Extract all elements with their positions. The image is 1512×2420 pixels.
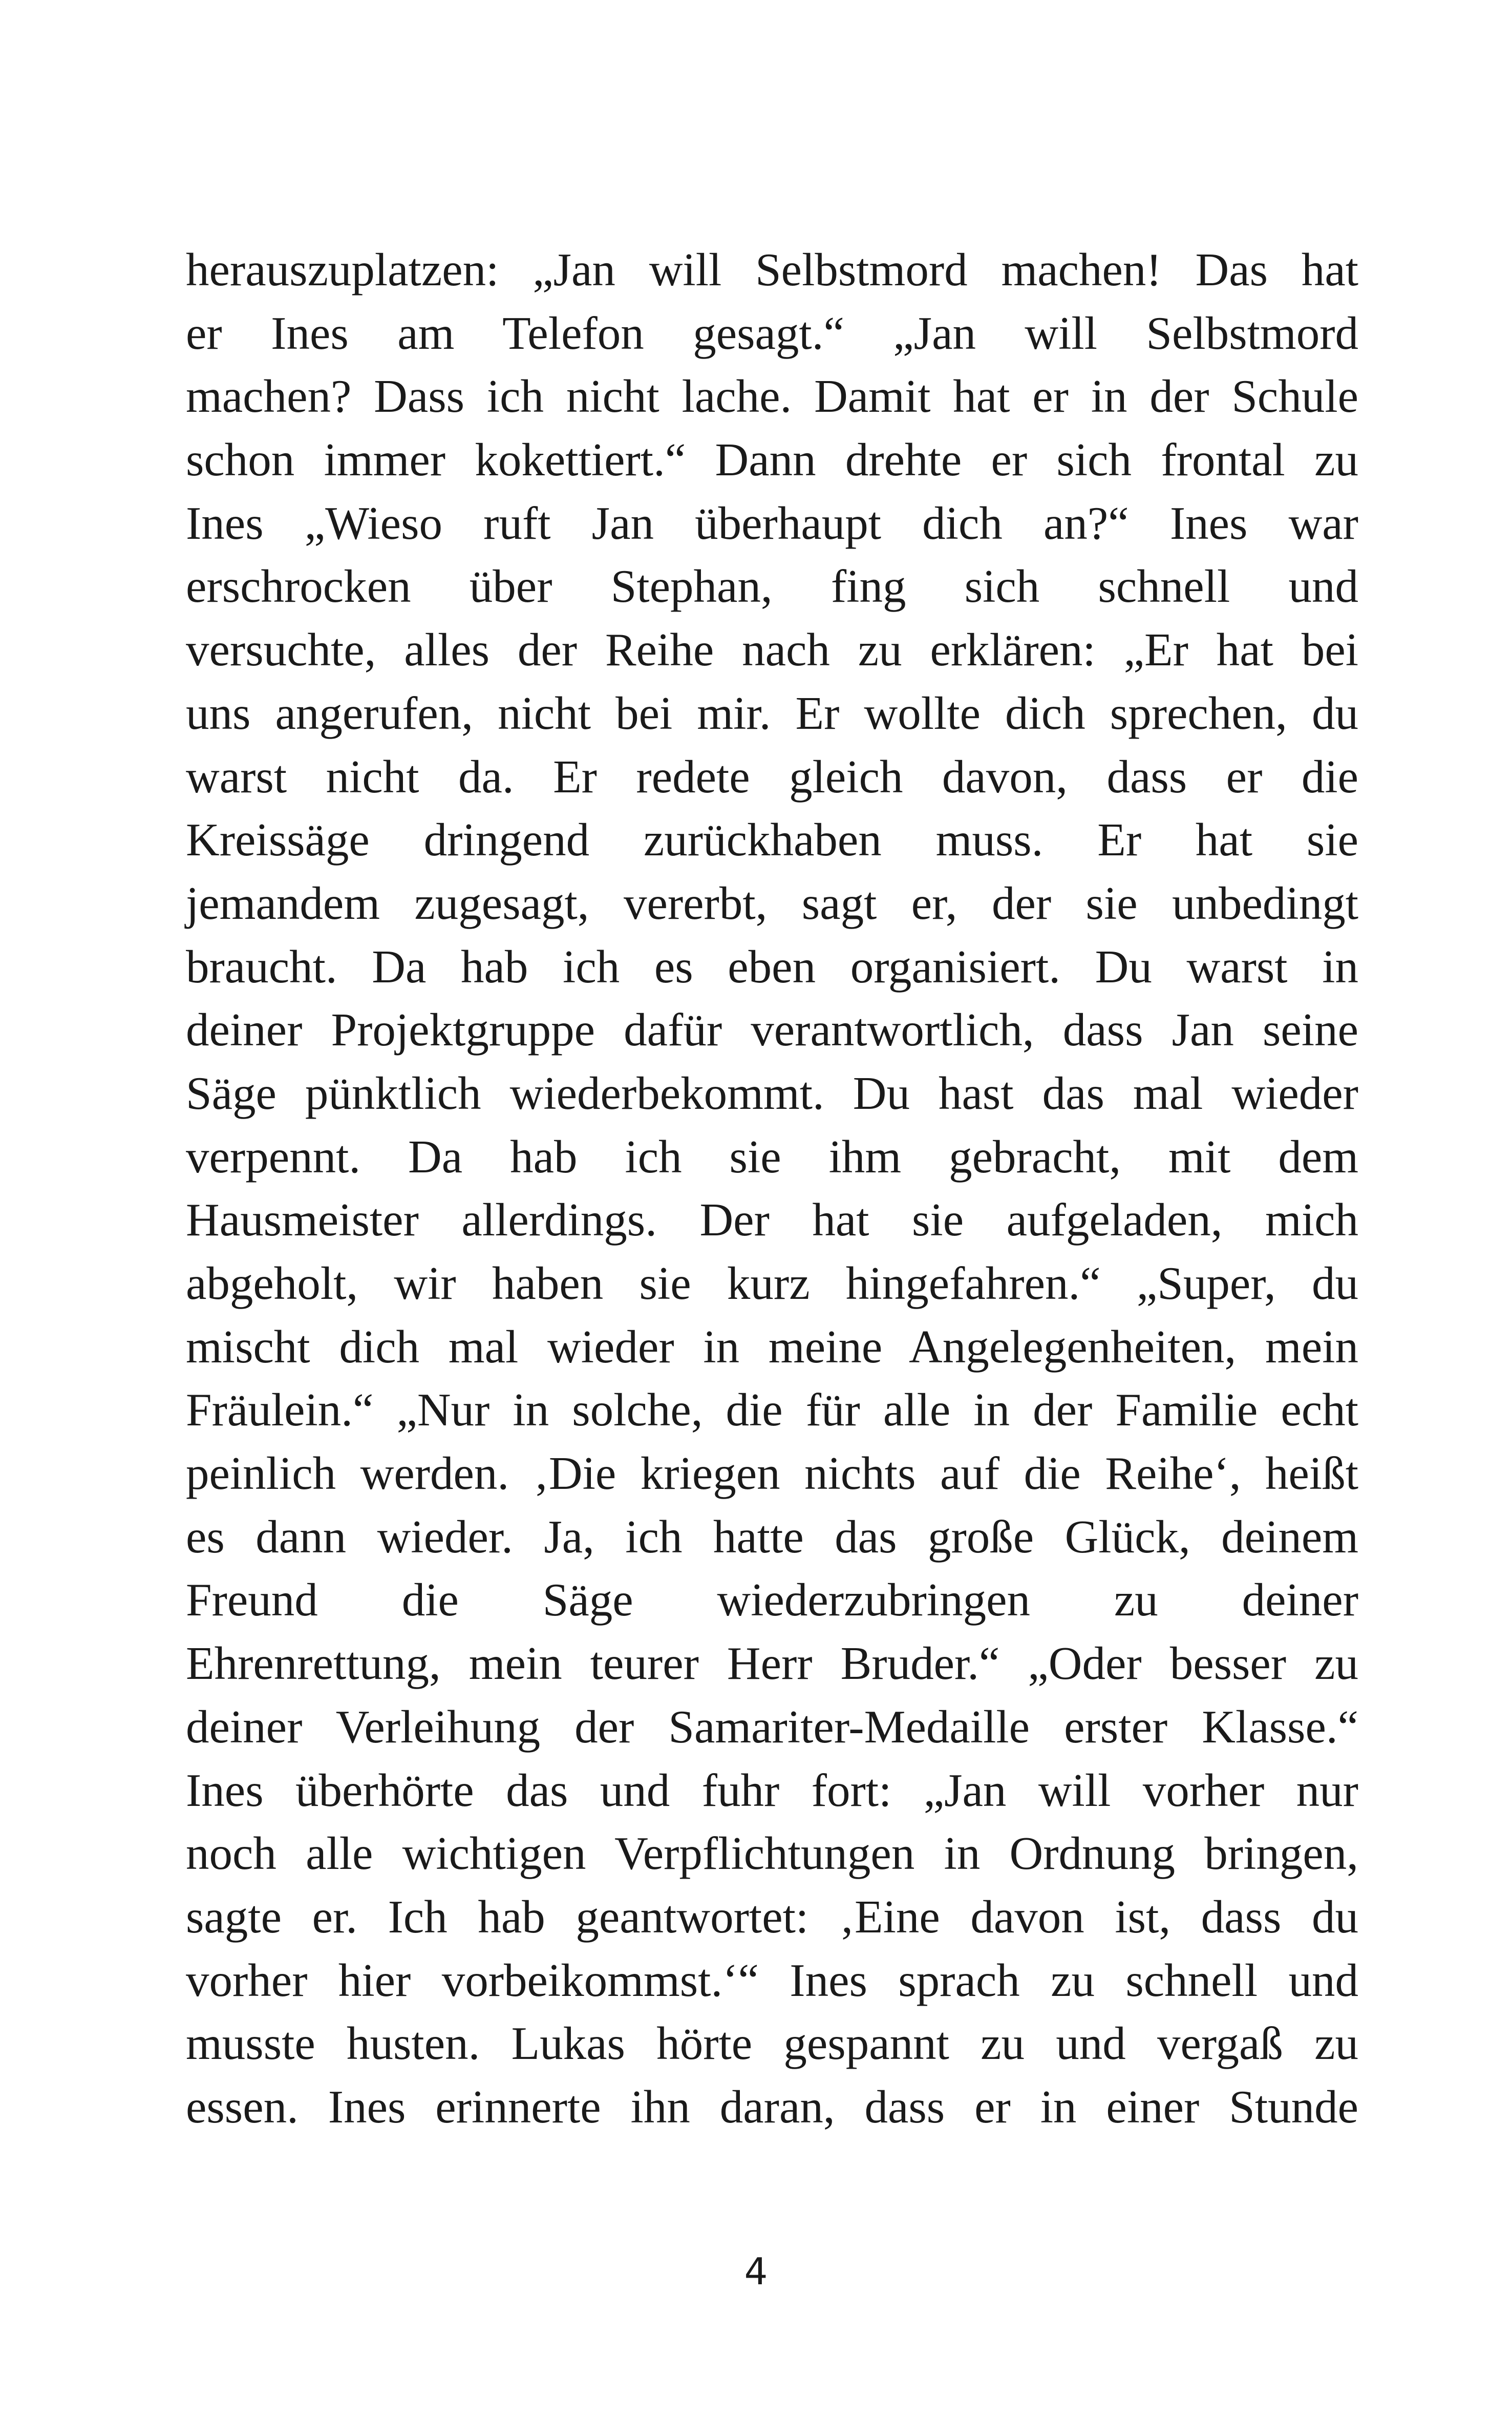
text-line: Säge pünktlich wiederbekommt. Du hast das mal wieder: [186, 1067, 1358, 1119]
text-line: jemandem zugesagt, vererbt, sagt er, der sie unbedingt: [186, 877, 1358, 929]
text-line: vorher hier vorbeikommst.‘“ Ines sprach zu schnell und: [186, 1954, 1358, 2006]
text-line: versuchte, alles der Reihe nach zu erklären: „Er hat bei: [186, 624, 1358, 676]
text-line: Freund die Säge wiederzubringen zu deiner: [186, 1574, 1358, 1626]
text-line: deiner Verleihung der Samariter-Medaille erster Klasse.“: [186, 1700, 1358, 1753]
text-line: Hausmeister allerdings. Der hat sie aufgeladen, mich: [186, 1194, 1358, 1246]
text-line: verpennt. Da hab ich sie ihm gebracht, mit dem: [186, 1130, 1358, 1183]
page-number: 4: [744, 2250, 768, 2293]
text-line: Ines überhörte das und fuhr fort: „Jan will vorher nur: [186, 1764, 1358, 1816]
text-line: deiner Projektgruppe dafür verantwortlich, dass Jan seine: [186, 1004, 1358, 1056]
text-line: sagte er. Ich hab geantwortet: ‚Eine davon ist, dass du: [186, 1890, 1358, 1943]
text-line: Fräulein.“ „Nur in solche, die für alle in der Familie echt: [186, 1384, 1358, 1436]
text-line: uns angerufen, nicht bei mir. Er wollte dich sprechen, du: [186, 687, 1358, 739]
text-line: herauszuplatzen: „Jan will Selbstmord machen! Das hat: [186, 244, 1358, 296]
body-text: [186, 238, 1358, 2139]
text-line: abgeholt, wir haben sie kurz hingefahren.“ „Super, du: [186, 1257, 1358, 1309]
text-line: warst nicht da. Er redete gleich davon, dass er die: [186, 750, 1358, 803]
text-line: musste husten. Lukas hörte gespannt zu und vergaß zu: [186, 2017, 1358, 2070]
text-line: machen? Dass ich nicht lache. Damit hat er in der Schule: [186, 370, 1358, 423]
text-line: schon immer kokettiert.“ Dann drehte er sich frontal zu: [186, 434, 1358, 486]
text-line: erschrocken über Stephan, fing sich schnell und: [186, 560, 1358, 613]
text-line: Ehrenrettung, mein teurer Herr Bruder.“ „Oder besser zu: [186, 1637, 1358, 1690]
text-line: braucht. Da hab ich es eben organisiert. Du warst in: [186, 940, 1358, 993]
text-line: mischt dich mal wieder in meine Angelegenheiten, mein: [186, 1320, 1358, 1373]
text-line: Kreissäge dringend zurückhaben muss. Er hat sie: [186, 814, 1358, 866]
text-line: Ines „Wieso ruft Jan überhaupt dich an?“ Ines war: [186, 497, 1358, 549]
text-line: peinlich werden. ‚Die kriegen nichts auf die Reihe‘, heißt: [186, 1447, 1358, 1500]
text-line: er Ines am Telefon gesagt.“ „Jan will Selbstmord: [186, 307, 1358, 359]
text-line: es dann wieder. Ja, ich hatte das große Glück, deinem: [186, 1510, 1358, 1563]
text-line: noch alle wichtigen Verpflichtungen in Ordnung bringen,: [186, 1827, 1358, 1880]
text-line: essen. Ines erinnerte ihn daran, dass er in einer Stunde: [186, 2080, 1358, 2133]
